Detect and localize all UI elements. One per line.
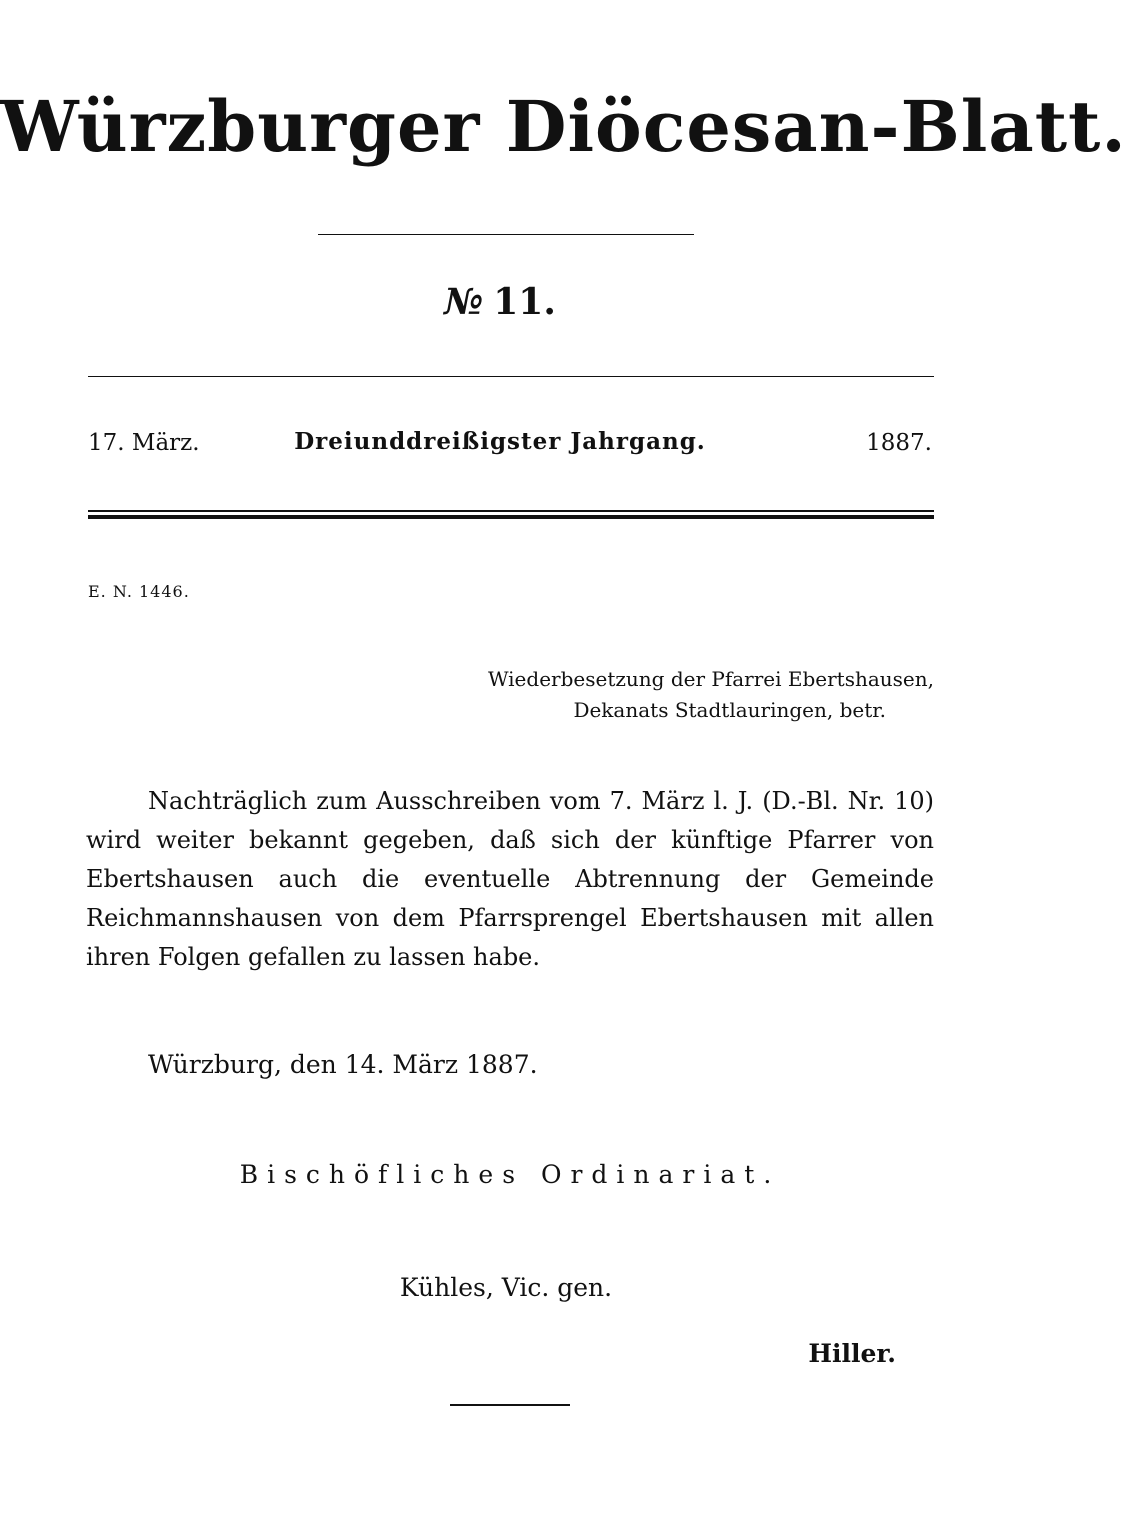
masthead-divider xyxy=(318,234,694,235)
signatory-secretary: Hiller. xyxy=(808,1339,896,1368)
subject-line-1: Wiederbesetzung der Pfarrei Ebertshausen, xyxy=(487,667,934,691)
volume-label: Dreiunddreißigster Jahrgang. xyxy=(294,428,706,455)
dateline-bottom-rule-thick xyxy=(88,515,934,519)
dateline-top-rule xyxy=(88,376,934,377)
dateline-bottom-rule-thin xyxy=(88,510,934,512)
reference-number: E. N. 1446. xyxy=(88,582,190,601)
issuing-office: Bischöfliches Ordinariat. xyxy=(239,1160,781,1189)
issue-date: 17. März. xyxy=(88,430,200,456)
issue-number-value: 11. xyxy=(493,281,556,323)
body-paragraph: Nachträglich zum Ausschreiben vom 7. März l. J. (D.-Bl. Nr. 10) wird weiter bekannt gegeben, daß sich der künftige Pfarrer von Ebertshausen auch die eventuelle Abtrennung der Gemeinde Reichmannshausen von dem Pfarrsprengel Ebertshausen mit allen ihren Folgen gefallen zu lassen habe. xyxy=(86,787,934,971)
issue-number xyxy=(0,281,1000,323)
issue-year: 1887. xyxy=(866,430,932,456)
signatory-vicar-general: Kühles, Vic. gen. xyxy=(399,1273,613,1302)
end-divider xyxy=(450,1404,570,1406)
subject-line-2: Dekanats Stadtlauringen, betr. xyxy=(573,698,886,722)
place-and-date: Würzburg, den 14. März 1887. xyxy=(148,1050,538,1079)
subject-heading xyxy=(488,664,934,726)
masthead-title: Würzburger Diöcesan-Blatt. xyxy=(0,85,1127,168)
number-sign: № xyxy=(444,281,484,323)
